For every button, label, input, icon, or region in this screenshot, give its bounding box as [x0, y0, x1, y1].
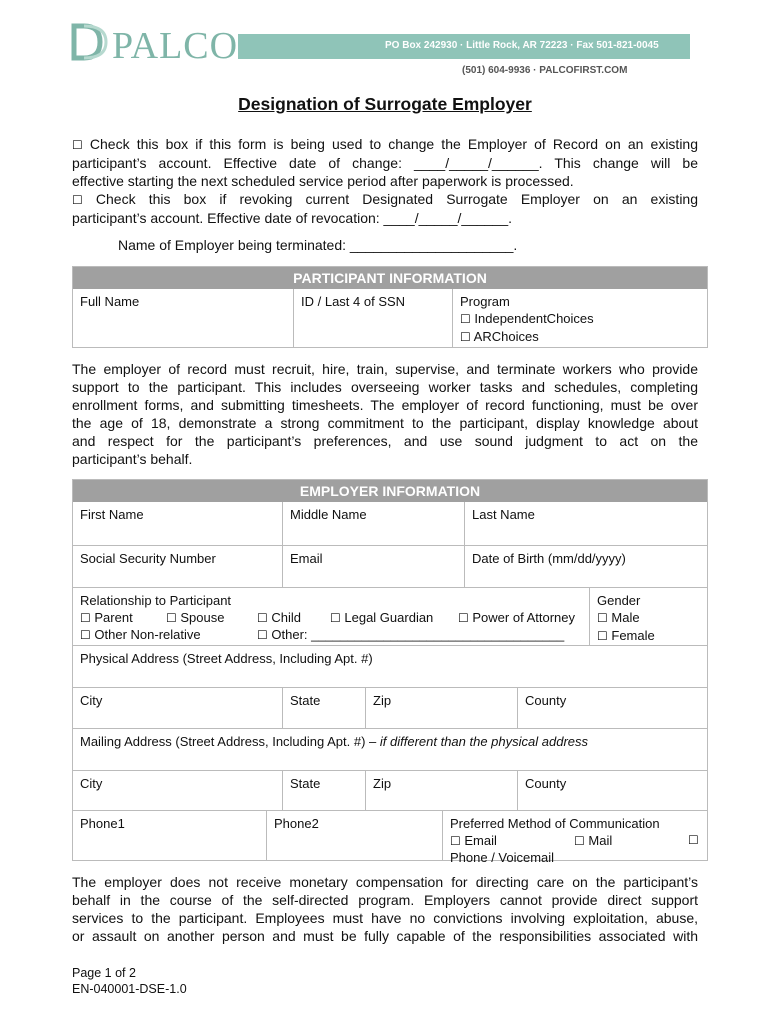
palco-logo-text: PALCO: [112, 25, 239, 67]
employer-middle-name-field[interactable]: Middle Name: [283, 502, 465, 546]
phone2-field[interactable]: Phone2: [267, 811, 443, 860]
comm-phone-option: Phone / Voicemail: [450, 850, 555, 865]
phone-website-text: (501) 604-9936 · PALCOFIRST.COM: [462, 65, 628, 76]
mailing-address-field[interactable]: Mailing Address (Street Address, Including Apt. #) – if different than the physical address: [73, 729, 707, 771]
participant-table: [72, 266, 708, 348]
rel-other-nonrelative-option[interactable]: ☐ Other Non-relative: [80, 627, 201, 642]
employer-requirements-paragraph: The employer of record must recruit, hire, train, supervise, and terminate workers who provide support to the participant. This includes overseeing worker tasks and schedules, completing enrollment forms, and submitting timesheets. The employer of record functioning, must be over the age of 18, demonstrate a strong commitment to the participant, display knowledge about and respect for the participant’s preferences, and use sound judgment to act on the participant’s behalf.: [72, 361, 698, 467]
employer-heading: EMPLOYER INFORMATION: [73, 480, 707, 502]
change-checkbox[interactable]: ☐: [72, 138, 83, 152]
terminated-employer-line: Name of Employer being terminated: _____________________.: [118, 237, 518, 253]
revoke-line-1: ☐ Check this box if revoking current Designated Surrogate Employer on an existing: [72, 191, 698, 207]
revoke-line-2: participant’s account. Effective date of revocation: ____/_____/______.: [72, 210, 513, 226]
participant-ssn-field[interactable]: ID / Last 4 of SSN: [294, 289, 453, 348]
rel-other-option[interactable]: ☐ Other: ___________________________________: [257, 627, 565, 642]
change-line-3: effective starting the next scheduled service period after paperwork is processed.: [72, 173, 574, 189]
employer-last-name-field[interactable]: Last Name: [465, 502, 707, 546]
employer-email-field[interactable]: Email: [283, 546, 465, 588]
gender-field: Gender ☐ Male ☐ Female: [590, 588, 707, 646]
comm-email-option[interactable]: ☐ Email: [450, 833, 497, 848]
form-id: EN-040001-DSE-1.0: [72, 982, 187, 996]
rel-power-of-attorney-option[interactable]: ☐ Power of Attorney: [458, 610, 576, 625]
rel-parent-option[interactable]: ☐ Parent: [80, 610, 133, 625]
employer-dob-field[interactable]: Date of Birth (mm/dd/yyyy): [465, 546, 707, 588]
employer-table: [72, 479, 708, 865]
change-line-2: participant’s account. Effective date of change: ____/_____/______. This change will be: [72, 155, 698, 171]
physical-state-field[interactable]: State: [283, 688, 366, 729]
revoke-checkbox[interactable]: ☐: [72, 193, 83, 207]
page-title: Designation of Surrogate Employer: [238, 94, 532, 114]
change-line-1: ☐ Check this box if this form is being used to change the Employer of Record on an existing: [72, 136, 699, 152]
program-option-independentchoices[interactable]: ☐ IndependentChoices: [460, 311, 594, 326]
mailing-state-field[interactable]: State: [283, 771, 366, 811]
compensation-paragraph: The employer does not receive monetary compensation for directing care on the participant’s behalf in the course of the self-directed program. Employers cannot provide direct support services to the participant. Employees must have no convictions involving exploitation, abuse, or assault on another person and must be fully capable of the responsibilities associated with: [72, 874, 698, 944]
participant-program-field: Program ☐ IndependentChoices ☐ ARChoices: [453, 289, 707, 348]
change-employer-paragraph: [72, 135, 698, 227]
physical-zip-field[interactable]: Zip: [366, 688, 518, 729]
preferred-communication-field: Preferred Method of Communication ☐ Email ☐ Mail ☐ Phone / Voicemail: [450, 816, 699, 865]
gender-female-option[interactable]: ☐ Female: [597, 628, 655, 643]
gender-male-option[interactable]: ☐ Male: [597, 610, 640, 625]
participant-full-name-field[interactable]: Full Name: [73, 289, 294, 348]
program-option-archoices[interactable]: ☐ ARChoices: [460, 329, 539, 344]
comm-phone-checkbox[interactable]: ☐: [688, 833, 699, 847]
physical-county-field[interactable]: County: [518, 688, 707, 729]
participant-heading: PARTICIPANT INFORMATION: [73, 267, 707, 289]
relationship-field: Relationship to Participant ☐ Parent ☐ Spouse ☐ Child ☐ Legal Guardian ☐ Power of Attorney ☐ Other Non-relative ☐ Other: ___________________________________: [73, 588, 590, 646]
physical-address-field[interactable]: Physical Address (Street Address, Including Apt. #): [73, 646, 707, 688]
employer-first-name-field[interactable]: First Name: [73, 502, 283, 546]
phone1-field[interactable]: Phone1: [73, 811, 267, 860]
mailing-city-field[interactable]: City: [73, 771, 283, 811]
comm-mail-option[interactable]: ☐ Mail: [574, 833, 613, 848]
page-number: Page 1 of 2: [72, 966, 136, 980]
address-text: PO Box 242930 · Little Rock, AR 72223 · Fax 501-821-0045: [385, 40, 659, 51]
physical-city-field[interactable]: City: [73, 688, 283, 729]
rel-spouse-option[interactable]: ☐ Spouse: [166, 610, 225, 625]
rel-legal-guardian-option[interactable]: ☐ Legal Guardian: [330, 610, 434, 625]
mailing-county-field[interactable]: County: [518, 771, 707, 811]
employer-ssn-field[interactable]: Social Security Number: [73, 546, 283, 588]
palco-logo-icon: [70, 22, 108, 62]
rel-child-option[interactable]: ☐ Child: [257, 610, 302, 625]
mailing-zip-field[interactable]: Zip: [366, 771, 518, 811]
